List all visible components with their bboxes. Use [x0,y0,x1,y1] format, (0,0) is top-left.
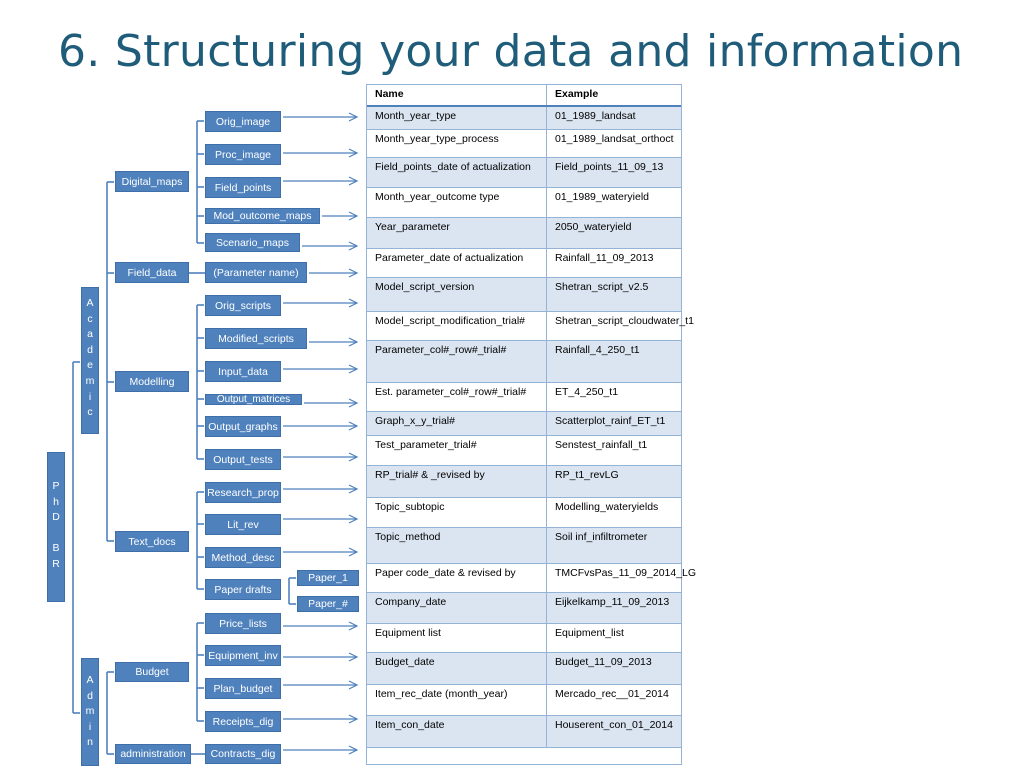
table-cell-example: Field_points_11_09_13 [555,161,664,173]
phd-root-box [47,452,65,602]
table-header-row [367,85,681,107]
node-paper-drafts: Paper drafts [205,579,281,600]
node-equipment-inv: Equipment_inv [205,645,281,666]
table-cell-name: Topic_method [367,528,547,563]
table-cell-example: Rainfall_11_09_2013 [555,252,654,264]
table-cell-example: RP_t1_revLG [555,469,619,481]
table-row [367,528,681,564]
table-cell-example: Budget_11_09_2013 [555,656,652,668]
phd-root-box-letter: P [52,480,60,492]
table-cell-example: Soil inf_infiltrometer [555,531,648,543]
table-row [367,624,681,653]
table-row [367,564,697,593]
admin-box-letter: A [86,674,94,686]
table-cell-example: 01_1989_wateryield [555,191,649,203]
table-cell-example: Eijkelkamp_11_09_2013 [555,596,670,608]
table-cell-name: Item_con_date [367,716,547,747]
table-cell-example: Shetran_script_v2.5 [555,281,649,293]
slide-title: 6. Structuring your data and information [58,26,964,77]
table-cell-name: Parameter_col#_row#_trial# [367,341,547,382]
node-proc-image: Proc_image [205,144,281,165]
academic-box-letter: i [88,390,92,403]
table-cell-name: Est. parameter_col#_row#_trial# [367,383,547,411]
node-plan-budget: Plan_budget [205,678,281,699]
table-cell-example: Rainfall_4_250_t1 [555,344,640,356]
table-cell-example: Modelling_wateryields [555,501,659,513]
node-price-lists: Price_lists [205,613,281,634]
table-cell-example: ET_4_250_t1 [555,386,619,398]
node-orig-scripts: Orig_scripts [205,295,281,316]
node-output-tests: Output_tests [205,449,281,470]
table-row [367,498,681,528]
table-cell-name: Test_parameter_trial# [367,436,547,465]
naming-table [366,84,697,765]
academic-box-letter: A [86,297,94,309]
admin-box [81,658,99,766]
table-cell-name: Month_year_outcome type [367,188,547,217]
phd-root-box-letter: B [52,542,60,555]
academic-box-letter: m [85,374,95,387]
node-field-data: Field_data [115,262,189,283]
admin-box-letter: i [88,720,92,733]
table-cell-name: Field_points_date of actualization [367,158,547,187]
table-cell-name: Model_script_modification_trial# [367,312,547,340]
table-cell-name: Parameter_date of actualization [367,249,547,277]
admin-box-letter: m [85,705,95,718]
table-row [367,188,681,218]
table-row [367,341,681,383]
table-cell-name: Equipment list [367,624,547,652]
table-row [367,685,681,716]
admin-box-letter: d [87,689,93,702]
phd-root-box-letter: R [52,557,60,570]
node-paper-n: Paper_# [297,596,359,612]
table-row [367,249,681,278]
table-cell-example: TMCFvsPas_11_09_2014_LG [555,567,697,579]
node-output-graphs: Output_graphs [205,416,281,437]
node-lit-rev: Lit_rev [205,514,281,535]
table-row [367,466,681,498]
node-scenario-maps: Scenario_maps [205,233,300,252]
academic-box-letter: e [87,359,93,372]
node-administration: administration [115,744,191,764]
table-row [367,412,681,436]
table-row [367,158,681,188]
node-text-docs: Text_docs [115,531,189,552]
table-cell-name: Topic_subtopic [367,498,547,527]
academic-box-letter: d [87,343,93,356]
table-cell-name: Month_year_type [367,107,547,129]
table-row [367,278,681,312]
table-row [367,312,694,341]
table-cell-name: RP_trial# & _revised by [367,466,547,497]
node-research-prop: Research_prop [205,482,281,503]
node-modelling: Modelling [115,371,189,392]
table-cell-example: Houserent_con_01_2014 [555,719,673,731]
table-header-name: Name [367,85,547,105]
table-cell-example: Scatterplot_rainf_ET_t1 [555,415,666,427]
table-cell-name: Budget_date [367,653,547,684]
table-cell-name: Month_year_type_process [367,130,547,157]
table-header-example: Example [555,88,599,100]
table-cell-name: Company_date [367,593,547,623]
node-parameter-name: (Parameter name) [205,262,307,283]
table-row [367,130,681,158]
admin-box-letter: n [87,736,93,749]
table-row [367,107,681,130]
table-row [367,653,681,685]
table-row [367,436,681,466]
table-cell-example: Senstest_rainfall_t1 [555,439,648,451]
table-cell-example: 01_1989_landsat_orthoct [555,133,674,145]
table-cell-name: Item_rec_date (month_year) [367,685,547,715]
node-method-desc: Method_desc [205,547,281,568]
table-cell-name: Year_parameter [367,218,547,248]
table-row [367,383,681,412]
table-cell-example: Shetran_script_cloudwater_t1 [555,315,694,327]
academic-box-letter: c [87,312,93,325]
academic-box-letter: a [87,328,93,341]
table-cell-example: 01_1989_landsat [555,110,636,122]
table-row [367,716,681,748]
academic-box-letter: c [87,406,93,419]
table-cell-example: 2050_wateryield [555,221,632,233]
node-modified-scripts: Modified_scripts [205,328,307,349]
table-row [367,593,681,624]
table-row [367,218,681,249]
academic-box [81,287,99,434]
node-digital-maps: Digital_maps [115,171,189,192]
phd-root-box-letter: D [52,511,60,524]
node-output-matrices: Output_matrices [205,394,302,405]
table-cell-example: Mercado_rec__01_2014 [555,688,669,700]
table-cell-example: Equipment_list [555,627,624,639]
table-cell-name: Graph_x_y_trial# [367,412,547,435]
table-cell-name: Paper code_date & revised by [367,564,547,592]
node-receipts-dig: Receipts_dig [205,711,281,732]
phd-root-box-letter: h [53,495,59,508]
node-mod-outcome-maps: Mod_outcome_maps [205,208,320,224]
phd-root-box-letter [55,526,58,542]
node-budget: Budget [115,662,189,682]
node-paper-1: Paper_1 [297,570,359,586]
node-field-points: Field_points [205,177,281,198]
node-input-data: Input_data [205,361,281,382]
node-orig-image: Orig_image [205,111,281,132]
table-cell-name: Model_script_version [367,278,547,311]
node-contracts-dig: Contracts_dig [205,744,281,764]
